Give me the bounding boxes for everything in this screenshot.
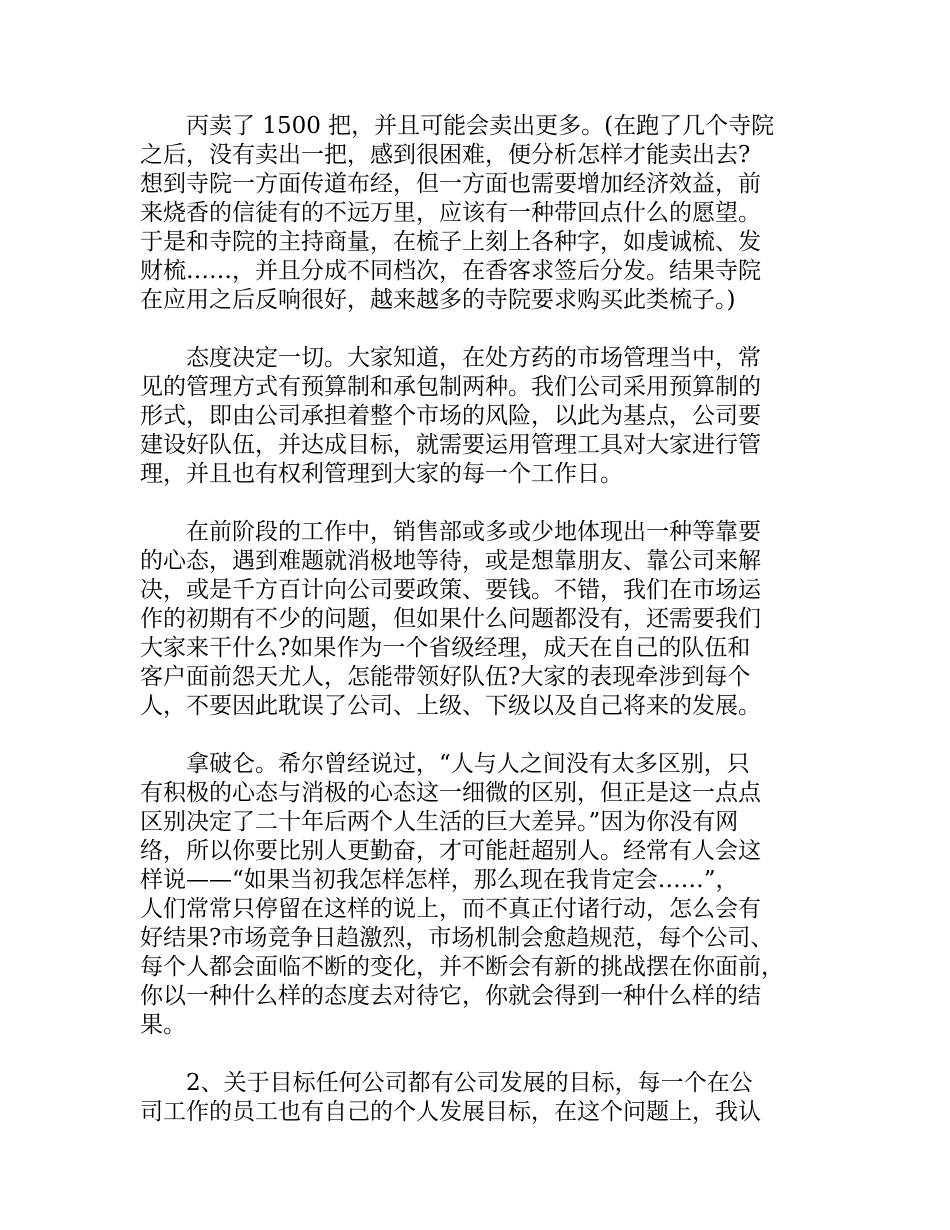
text-line: 2、关于目标任何公司都有公司发展的目标，每一个在公 — [186, 1070, 753, 1096]
text-line: 拿破仑。希尔曾经说过，“人与人之间没有太多区别，只 — [186, 751, 750, 777]
text-line: 络，所以你要比别人更勤奋，才可能赶超别人。经常有人会这 — [140, 838, 761, 864]
text-line: 大家来干什么?如果作为一个省级经理，成天在自己的队伍和 — [140, 635, 751, 661]
text-line: 决，或是千方百计向公司要政策、要钱。不错，我们在市场运 — [140, 577, 761, 603]
text-line: 理，并且也有权利管理到大家的每一个工作日。 — [140, 461, 623, 487]
text-line: 想到寺院一方面传道布经，但一方面也需要增加经济效益，前 — [140, 171, 761, 197]
text-line: 好结果?市场竞争日趋激烈，市场机制会愈趋规范，每个公司、 — [140, 925, 774, 951]
document-body — [140, 112, 830, 1156]
text-line: 有积极的心态与消极的心态这一细微的区别，但正是这一点点 — [140, 780, 761, 806]
text-line: 态度决定一切。大家知道，在处方药的市场管理当中，常 — [186, 345, 761, 371]
text-line: 样说——“如果当初我怎样怎样，那么现在我肯定会……”， — [140, 867, 739, 893]
text-line: 见的管理方式有预算制和承包制两种。我们公司采用预算制的 — [140, 374, 761, 400]
paragraph-comb-story — [140, 112, 830, 315]
text-line: 建设好队伍，并达成目标，就需要运用管理工具对大家进行管 — [140, 432, 761, 458]
text-line: 人，不要因此耽误了公司、上级、下级以及自己将来的发展。 — [140, 693, 761, 719]
text-line: 在前阶段的工作中，销售部或多或少地体现出一种等靠要 — [186, 519, 761, 545]
text-line: 司工作的员工也有自己的个人发展目标，在这个问题上，我认 — [140, 1099, 761, 1125]
text-line: 客户面前怨天尤人，怎能带领好队伍?大家的表现牵涉到每个 — [140, 664, 751, 690]
text-line: 每个人都会面临不断的变化，并不断会有新的挑战摆在你面前， — [140, 954, 784, 980]
text-line: 作的初期有不少的问题，但如果什么问题都没有，还需要我们 — [140, 606, 761, 632]
text-line: 来烧香的信徒有的不远万里，应该有一种带回点什么的愿望。 — [140, 200, 761, 226]
text-line: 果。 — [140, 1012, 186, 1038]
paragraph-sales-mindset — [140, 518, 830, 721]
text-line: 人们常常只停留在这样的说上，而不真正付诸行动，怎么会有 — [140, 896, 761, 922]
text-line: 之后，没有卖出一把，感到很困难，便分析怎样才能卖出去? — [140, 142, 751, 168]
text-line: 丙卖了 1500 把，并且可能会卖出更多。(在跑了几个寺院 — [186, 113, 775, 139]
text-line: 你以一种什么样的态度去对待它，你就会得到一种什么样的结 — [140, 983, 761, 1009]
text-line: 在应用之后反响很好，越来越多的寺院要求购买此类梳子。) — [140, 287, 736, 313]
paragraph-goals — [140, 1069, 830, 1127]
text-line: 的心态，遇到难题就消极地等待，或是想靠朋友、靠公司来解 — [140, 548, 761, 574]
text-line: 于是和寺院的主持商量，在梳子上刻上各种字，如虔诚梳、发 — [140, 229, 761, 255]
paragraph-attitude — [140, 344, 830, 489]
paragraph-napoleon-hill — [140, 750, 830, 1040]
text-line: 财梳……，并且分成不同档次，在香客求签后分发。结果寺院 — [140, 258, 761, 284]
text-line: 区别决定了二十年后两个人生活的巨大差异。”因为你没有网 — [140, 809, 739, 835]
text-line: 形式，即由公司承担着整个市场的风险，以此为基点，公司要 — [140, 403, 761, 429]
